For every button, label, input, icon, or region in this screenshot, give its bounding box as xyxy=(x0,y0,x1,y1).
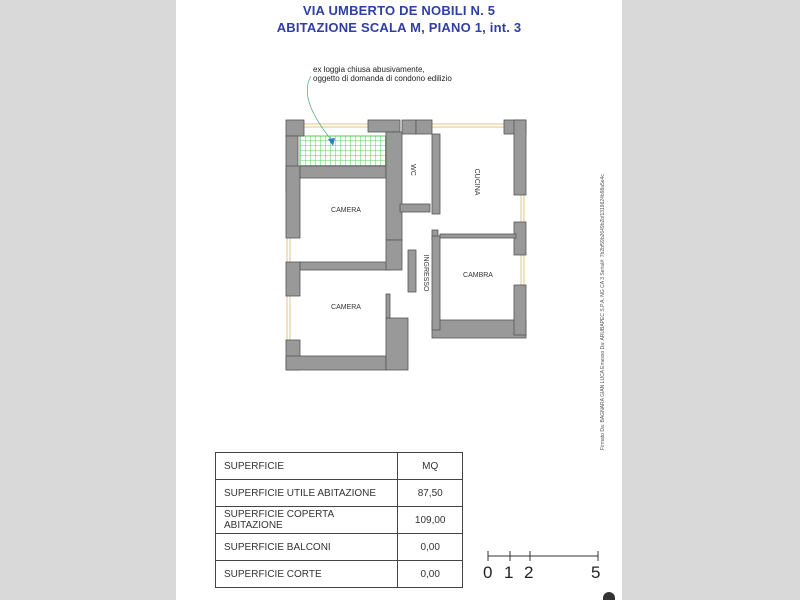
scale-label-2: 2 xyxy=(524,563,534,582)
header-unit: MQ xyxy=(398,453,463,480)
scale-label-1: 1 xyxy=(504,563,514,582)
header-label: SUPERFICIE xyxy=(216,453,398,480)
table-row xyxy=(216,534,463,561)
room-label-cucina: CUCINA xyxy=(473,168,480,196)
surface-label: SUPERFICIE UTILE ABITAZIONE xyxy=(216,480,398,507)
corner-mark xyxy=(603,592,615,600)
table-header-row xyxy=(216,453,463,480)
scale-label-5: 5 xyxy=(591,563,601,582)
surface-label: SUPERFICIE BALCONI xyxy=(216,534,398,561)
annotation-line-2: oggetto di domanda di condono edilizio xyxy=(313,74,452,83)
digital-signature-text: Firmato Da: BAGNARA GIAN LUCA Emesso Da: ARUBAPEC S.P.A. NG CA 3 Serial#: 7b2bf59b2649b2bf1319624b98a5e4c xyxy=(600,174,606,450)
table-row xyxy=(216,561,463,588)
scale-bar xyxy=(488,551,598,561)
room-label-cambra: CAMBRA xyxy=(463,272,493,279)
scale-label-0: 0 xyxy=(483,563,493,582)
room-label-camera-bottom: CAMERA xyxy=(331,304,361,311)
annotation-line-1: ex loggia chiusa abusivamente, xyxy=(313,65,425,74)
table-row xyxy=(216,480,463,507)
surface-value: 109,00 xyxy=(398,507,463,534)
address-title: VIA UMBERTO DE NOBILI N. 5 xyxy=(302,3,496,18)
surface-value: 87,50 xyxy=(398,480,463,507)
room-label-ingresso: INGRESSO xyxy=(422,254,429,292)
surface-label: SUPERFICIE COPERTA ABITAZIONE xyxy=(216,507,398,534)
room-label-wc: WC xyxy=(409,164,416,176)
table-row xyxy=(216,507,463,534)
unit-title: ABITAZIONE SCALA M, PIANO 1, int. 3 xyxy=(276,20,522,35)
surface-table xyxy=(215,452,463,588)
surface-value: 0,00 xyxy=(398,534,463,561)
surface-value: 0,00 xyxy=(398,561,463,588)
loggia-grid xyxy=(300,136,386,170)
room-label-camera-top: CAMERA xyxy=(331,207,361,214)
surface-label: SUPERFICIE CORTE xyxy=(216,561,398,588)
annotation-leader xyxy=(307,76,333,142)
